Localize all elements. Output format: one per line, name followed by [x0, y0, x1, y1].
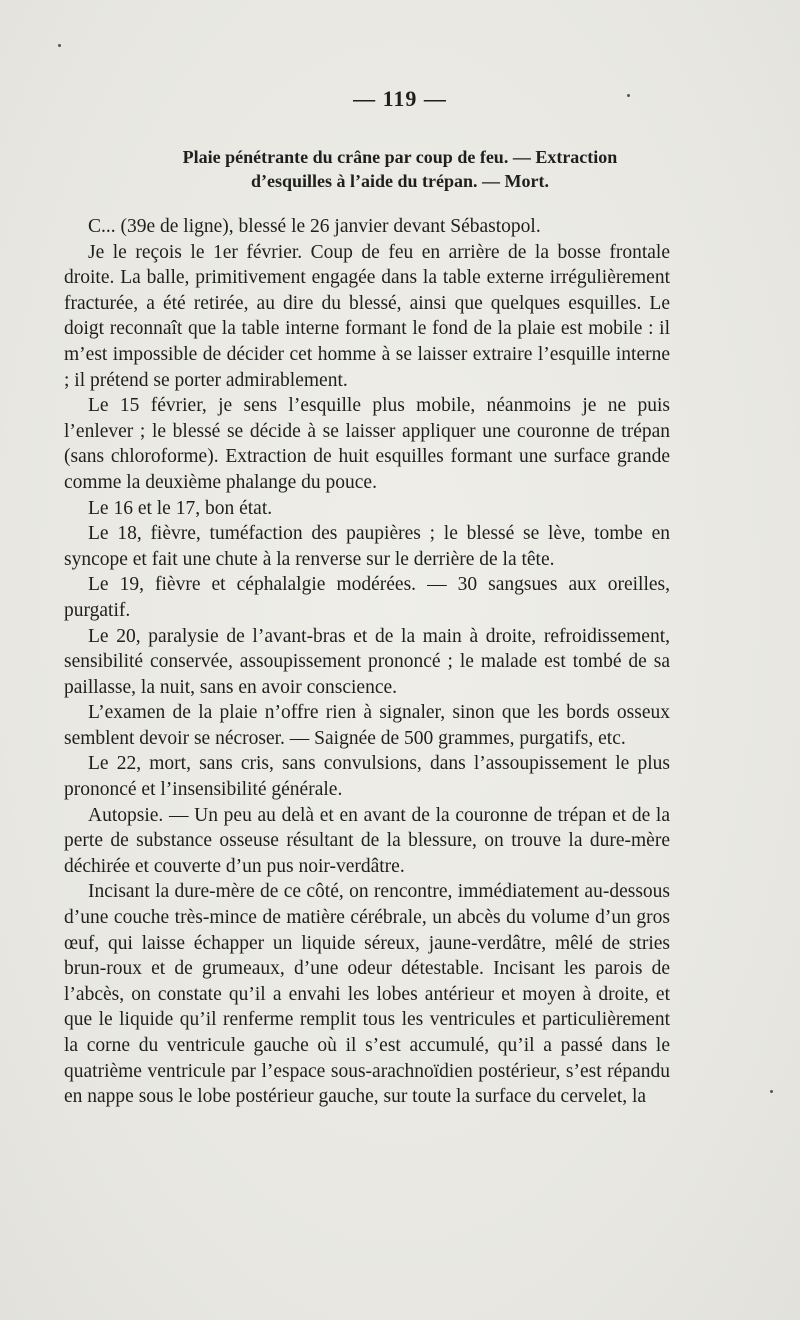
paragraph-examination: L’examen de la plaie n’offre rien à signaler, sinon que les bords osseux semblent devoir se nécroser. — Saignée de 500 grammes, purgatifs, etc.: [64, 702, 670, 749]
paragraph-patient: C... (39e de ligne), blessé le 26 janvier devant Sébastopol.: [88, 216, 541, 237]
paragraph-autopsy: Autopsie. — Un peu au delà et en avant de la couronne de trépan et de la perte de substance osseuse résultant de la blessure, on trouve la dure-mère déchirée et couverte d’un pus noir-verdâtre.: [64, 804, 670, 877]
paragraph-admission: Je le reçois le 1er février. Coup de feu en arrière de la bosse frontale droite. La balle, primitivement engagée dans la table externe irrégulièrement fracturée, a été retirée, au dire du blessé, ainsi que quelques esquilles. Le doigt reconnaît que la table interne formant le fond de la plaie est mobile : il m’est impossible de décider cet homme à se laisser extraire l’esquille interne ; il prétend se porter admirablement.: [64, 241, 670, 391]
heading-line-2: d’esquilles à l’aide du trépan. — Mort.: [250, 171, 549, 191]
paper-speck: [58, 44, 61, 47]
paragraph-feb-19: Le 19, fièvre et céphalalgie modérées. — 30 sangsues aux oreilles, purgatif.: [64, 574, 670, 621]
section-heading: [66, 145, 734, 193]
paper-speck: [770, 1090, 773, 1093]
paragraph-feb-16-17: Le 16 et le 17, bon état.: [88, 497, 273, 519]
paragraph-feb-22: Le 22, mort, sans cris, sans convulsions, dans l’assoupissement le plus prononcé et l’insensibilité générale.: [64, 753, 670, 801]
paragraph-feb-18: Le 18, fièvre, tuméfaction des paupières ; le blessé se lève, tombe en syncope et fait une chute à la renverse sur le derrière de la tête.: [64, 523, 670, 570]
page-number: — 119 —: [353, 86, 447, 111]
body-text: [64, 214, 670, 1110]
paragraph-feb-20: Le 20, paralysie de l’avant-bras et de la main à droite, refroidissement, sensibilité conservée, assoupissement prononcé ; le malade est tombé de sa paillasse, la nuit, sans en avoir conscience.: [64, 625, 670, 698]
paragraph-feb-15: Le 15 février, je sens l’esquille plus mobile, néanmoins je ne puis l’enlever ; le blessé se décide à se laisser appliquer une couronne de trépan (sans chloroforme). Extraction de huit esquilles formant une surface grande comme la deuxième phalange du pouce.: [64, 395, 670, 493]
paragraph-incision: Incisant la dure-mère de ce côté, on rencontre, immédiatement au-dessous d’une couche très-mince de matière cérébrale, un abcès du volume d’un gros œuf, qui laisse échapper un liquide séreux, jaune-verdâtre, mêlé de stries brun-roux et de grumeaux, d’une odeur détestable. Incisant les parois de l’abcès, on constate qu’il a envahi les lobes antérieur et moyen à droite, et que le liquide qu’il renferme remplit tous les ventricules et particulièrement la corne du ventricule gauche où il s’est accumulé, qu’il a passé dans le quatrième ventricule par l’espace sous-arachnoïdien postérieur, s’est répandu en nappe sous le lobe postérieur gauche, sur toute la surface du cervelet, la: [64, 881, 670, 1108]
heading-line-1: Plaie pénétrante du crâne par coup de feu. — Extraction: [182, 147, 618, 167]
